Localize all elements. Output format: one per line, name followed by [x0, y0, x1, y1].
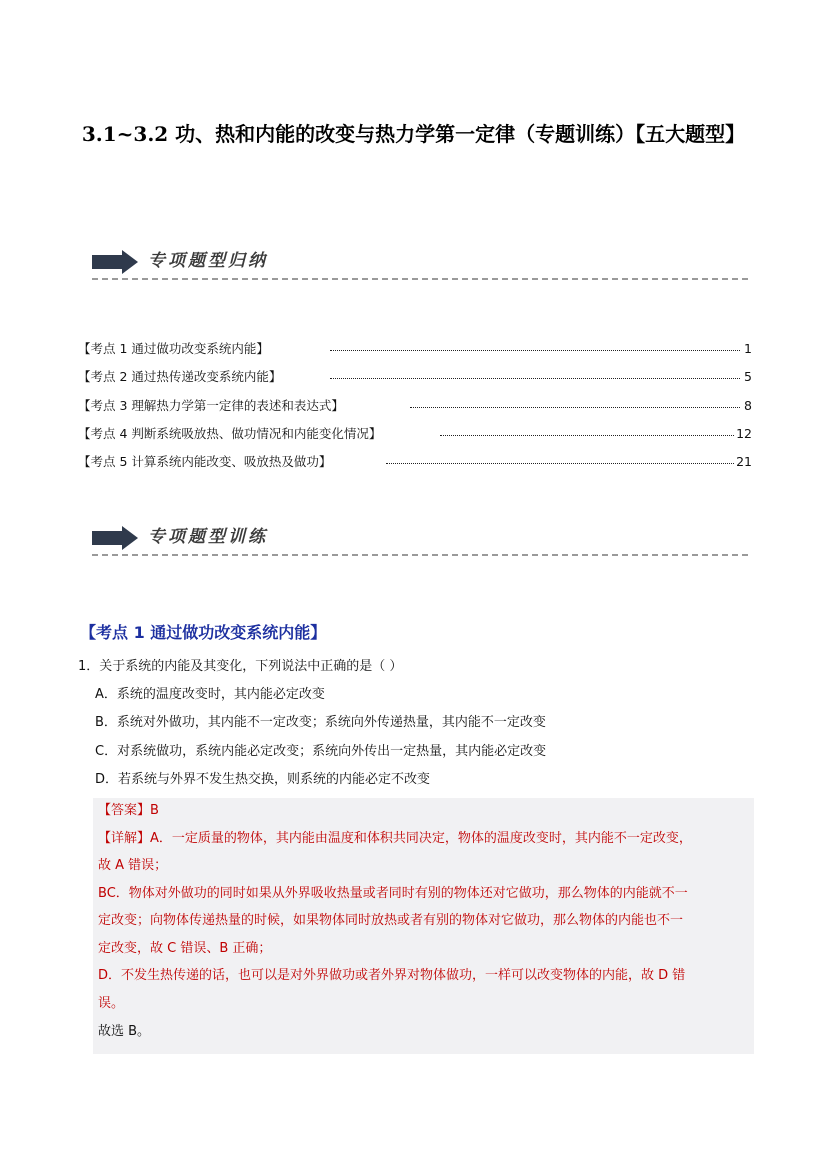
toc-leader: [330, 378, 740, 379]
banner-summary-text: 专项题型归纳: [148, 251, 268, 271]
toc-leader: [330, 350, 740, 351]
toc-item-label: 【考点 5 计算系统内能改变、吸放热及做功】: [78, 452, 331, 472]
answer-label: 【答案】B: [98, 803, 159, 818]
option-a: A．系统的温度改变时，其内能必定改变: [95, 687, 325, 702]
banner-training-text: 专项题型训练: [148, 527, 268, 547]
toc-item[interactable]: [78, 339, 752, 359]
banner-training: [92, 520, 748, 556]
conclusion-line: 故选 B。: [98, 1024, 151, 1039]
option-b: B．系统对外做功，其内能不一定改变；系统向外传递热量，其内能不一定改变: [95, 715, 546, 730]
toc-item-page: 1: [744, 341, 752, 356]
arrow-icon: [92, 250, 138, 274]
toc-leader: [386, 463, 734, 464]
toc-item-page: 5: [744, 369, 752, 384]
toc-item-label: 【考点 2 通过热传递改变系统内能】: [78, 367, 281, 387]
section-heading: 【考点 1 通过做功改变系统内能】: [80, 623, 327, 642]
detail-line: D．不发生热传递的话，也可以是对外界做功或者外界对物体做功，一样可以改变物体的内能，故 D 错: [98, 968, 686, 983]
toc-item[interactable]: [78, 396, 752, 416]
toc-leader: [410, 407, 740, 408]
detail-line: 误。: [98, 996, 125, 1011]
option-c: C．对系统做功，系统内能必定改变；系统向外传出一定热量，其内能必定改变: [95, 744, 547, 759]
toc-item-page: 12: [736, 426, 752, 441]
toc-item-label: 【考点 3 理解热力学第一定律的表述和表达式】: [78, 396, 344, 416]
detail-line: 定改变，故 C 错误、B 正确；: [98, 941, 272, 956]
banner-divider: [92, 554, 748, 556]
toc-item-page: 21: [736, 454, 752, 469]
banner-divider: [92, 278, 748, 280]
detail-line: 【详解】A．一定质量的物体，其内能由温度和体积共同决定，物体的温度改变时，其内能不一定改变，: [98, 831, 692, 846]
banner-summary: [92, 244, 748, 280]
toc-item[interactable]: [78, 424, 752, 444]
toc-item-label: 【考点 4 判断系统吸放热、做功情况和内能变化情况】: [78, 424, 381, 444]
arrow-icon: [92, 526, 138, 550]
detail-line: BC．物体对外做功的同时如果从外界吸收热量或者同时有别的物体还对它做功，那么物体的内能就不一: [98, 886, 688, 901]
toc-item[interactable]: [78, 452, 752, 472]
option-d: D．若系统与外界不发生热交换，则系统的内能必定不改变: [95, 772, 431, 787]
page-title: 3.1~3.2 功、热和内能的改变与热力学第一定律（专题训练）【五大题型】: [81, 122, 746, 146]
toc-item[interactable]: [78, 367, 752, 387]
detail-line: 故 A 错误；: [98, 858, 168, 873]
detail-line: 定改变；向物体传递热量的时候，如果物体同时放热或者有别的物体对它做功，那么物体的内能也不一: [98, 913, 684, 928]
toc-leader: [440, 435, 734, 436]
question-stem: 1．关于系统的内能及其变化，下列说法中正确的是（ ）: [78, 659, 403, 674]
toc-item-page: 8: [744, 398, 752, 413]
toc-item-label: 【考点 1 通过做功改变系统内能】: [78, 339, 269, 359]
